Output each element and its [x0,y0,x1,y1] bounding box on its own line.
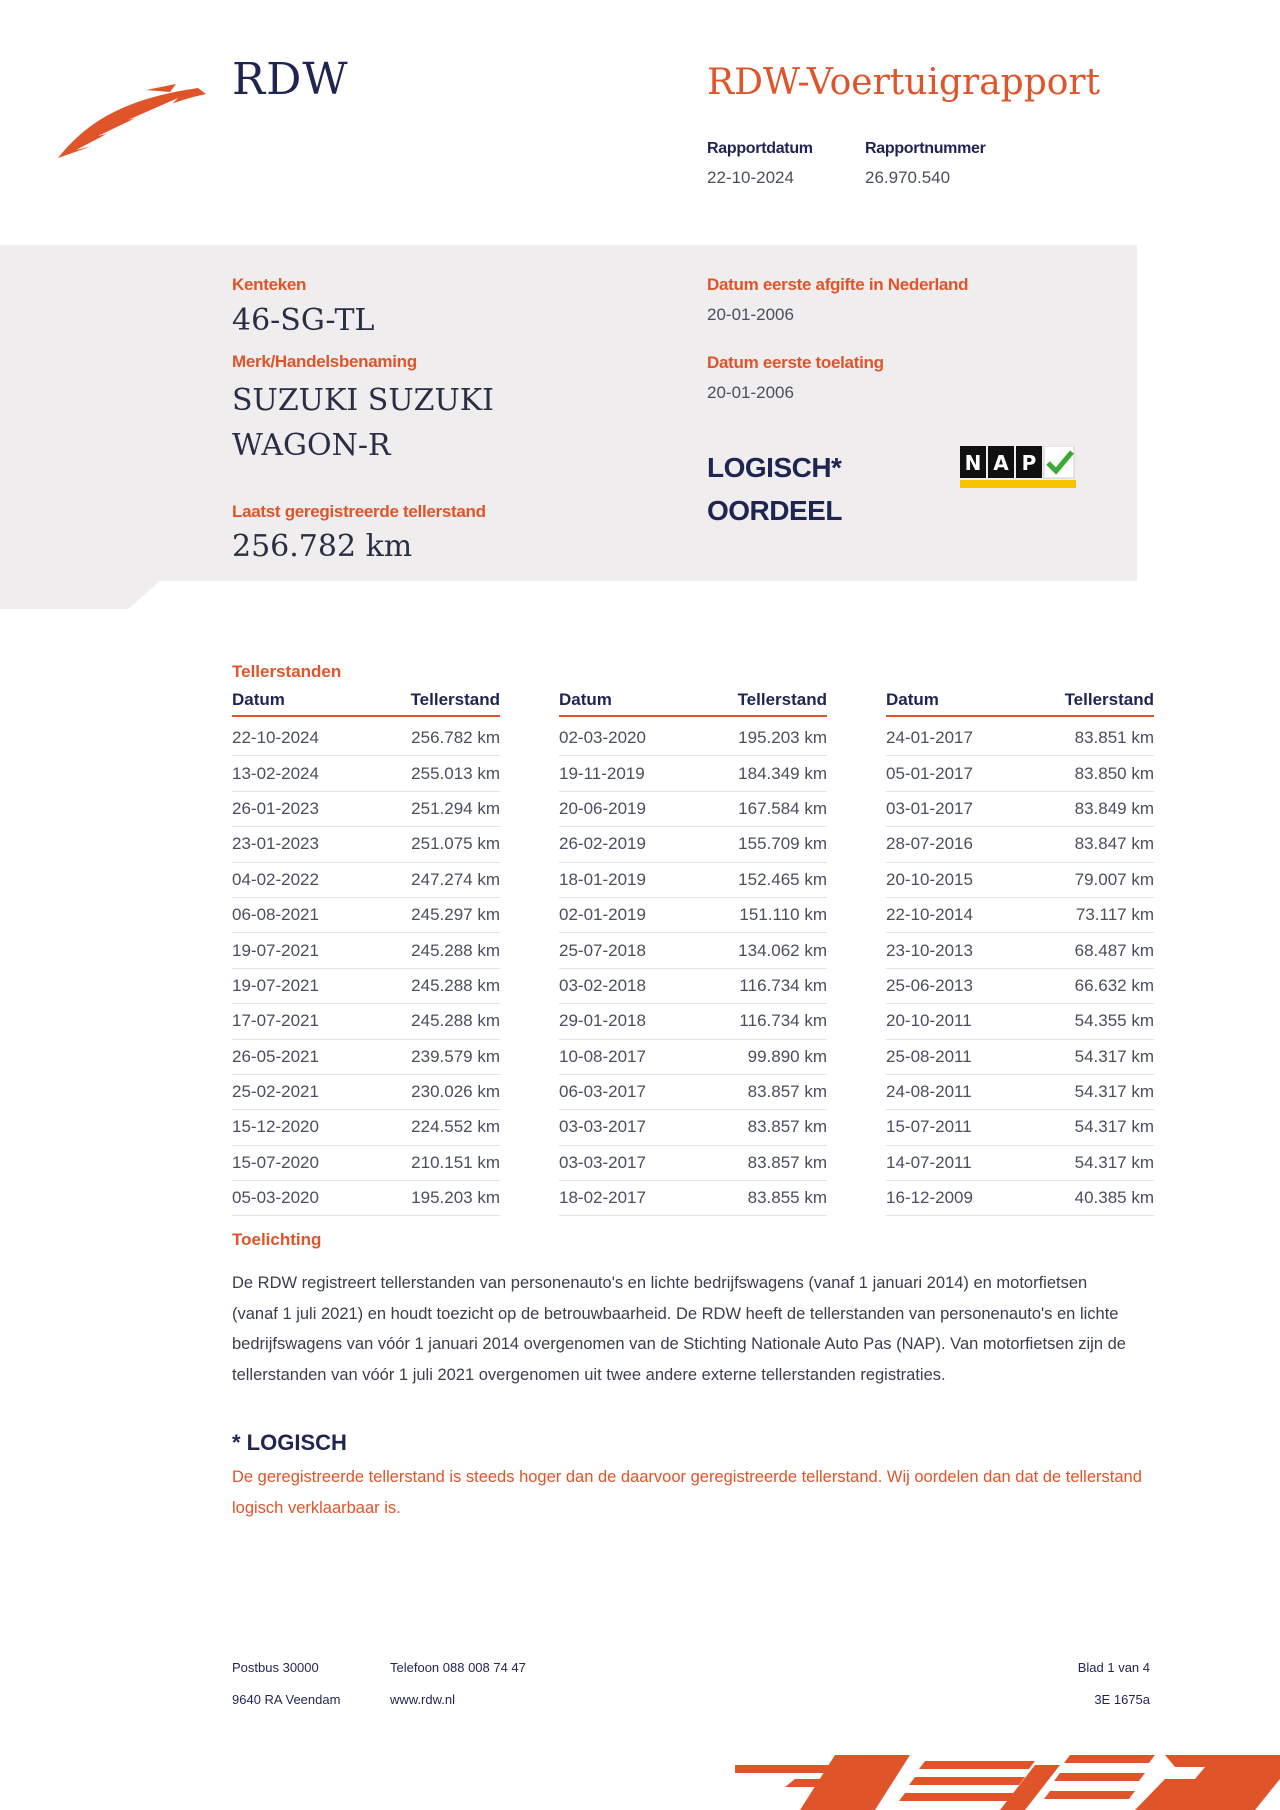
row-reading: 251.294 km [411,798,500,818]
date-header: Datum [559,690,612,709]
report-date-label: Rapportdatum [707,140,813,157]
row-reading: 54.317 km [1074,1082,1154,1102]
row-date: 04-02-2022 [232,869,319,889]
row-reading: 195.203 km [738,728,827,748]
first-issue-nl-label: Datum eerste afgifte in Nederland [707,275,969,294]
row-date: 22-10-2024 [232,728,319,748]
column-header [886,690,1154,717]
report-number-label: Rapportnummer [865,140,986,157]
logisch-text: De geregistreerde tellerstand is steeds hoger dan de daarvoor geregistreerde tellerstand. Wij oordelen dan dat de tellerstand logisch verklaarbaar is. [232,1468,1142,1517]
row-date: 03-03-2017 [559,1117,646,1137]
row-reading: 116.734 km [739,1011,827,1031]
table-row [232,898,500,933]
row-date: 16-12-2009 [886,1188,973,1208]
footer-city: 9640 RA Veendam [232,1692,341,1707]
plate-value: 46-SG-TL [232,303,375,338]
table-row [232,863,500,898]
row-date: 13-02-2024 [232,763,319,783]
row-reading: 68.487 km [1074,940,1154,960]
table-row [232,969,500,1004]
first-issue-nl-value: 20-01-2006 [707,305,794,324]
logo-text: RDW [232,54,349,105]
table-row [886,863,1154,898]
row-date: 20-10-2015 [886,869,973,889]
nap-letter-a: A [993,451,1009,475]
row-date: 29-01-2018 [559,1011,646,1031]
footer-website[interactable]: www.rdw.nl [390,1692,456,1707]
row-reading: 251.075 km [411,834,500,854]
odometer-column-3 [886,690,1154,1216]
odometer-column-2 [559,690,827,1216]
row-reading: 152.465 km [738,869,827,889]
row-reading: 245.288 km [411,975,500,995]
verdict-line2: OORDEEL [707,495,842,526]
table-row [559,1146,827,1181]
nap-letter-p: P [1021,451,1037,475]
table-row [232,1181,500,1216]
table-row [559,1004,827,1039]
row-date: 25-02-2021 [232,1082,319,1102]
rdw-logo-icon [58,80,208,162]
row-reading: 83.857 km [747,1082,827,1102]
table-row [559,792,827,827]
odometer-section-title: Tellerstanden [232,662,342,681]
row-reading: 184.349 km [738,763,827,783]
row-date: 02-03-2020 [559,728,646,748]
footer-po-box: Postbus 30000 [232,1660,319,1675]
row-reading: 255.013 km [411,763,500,783]
row-date: 20-06-2019 [559,798,646,818]
row-date: 17-07-2021 [232,1011,319,1031]
table-row [886,827,1154,862]
row-date: 06-03-2017 [559,1082,646,1102]
date-header: Datum [232,690,285,709]
footer-phone: Telefoon 088 008 74 47 [390,1660,526,1675]
vehicle-info-panel [0,245,1137,581]
table-row [559,1040,827,1075]
row-reading: 155.709 km [738,834,827,854]
row-date: 19-11-2019 [559,763,645,783]
date-header: Datum [886,690,939,709]
first-admission-label: Datum eerste toelating [707,353,884,372]
odometer-column-1 [232,690,500,1216]
row-date: 03-03-2017 [559,1152,646,1172]
row-date: 03-02-2018 [559,975,646,995]
odometer-value: 256.782 km [232,529,413,564]
row-date: 06-08-2021 [232,905,319,925]
row-date: 10-08-2017 [559,1046,646,1066]
table-row [232,1146,500,1181]
table-row [886,1110,1154,1145]
make-line1: SUZUKI SUZUKI [232,383,494,418]
table-row [886,969,1154,1004]
row-reading: 256.782 km [411,728,500,748]
table-row [886,721,1154,756]
row-date: 26-05-2021 [232,1046,319,1066]
row-date: 15-07-2020 [232,1152,319,1172]
row-date: 28-07-2016 [886,834,973,854]
plate-label: Kenteken [232,275,307,294]
table-row [886,1075,1154,1110]
row-reading: 247.274 km [411,869,500,889]
row-date: 18-01-2019 [559,869,646,889]
verdict-line1: LOGISCH* [707,452,842,483]
row-reading: 151.110 km [739,905,827,925]
column-header [232,690,500,717]
report-date: 22-10-2024 [707,168,794,187]
table-row [886,1040,1154,1075]
table-row [886,756,1154,791]
row-reading: 79.007 km [1074,869,1154,889]
row-date: 23-10-2013 [886,940,973,960]
table-row [232,1040,500,1075]
odometer-label: Laatst geregistreerde tellerstand [232,502,486,521]
row-reading: 245.288 km [411,940,500,960]
row-reading: 83.855 km [747,1188,827,1208]
table-row [232,721,500,756]
row-date: 25-08-2011 [886,1046,972,1066]
row-date: 19-07-2021 [232,975,319,995]
row-reading: 54.317 km [1074,1117,1154,1137]
table-row [886,792,1154,827]
row-reading: 224.552 km [411,1117,500,1137]
row-date: 25-07-2018 [559,940,646,960]
table-row [232,1110,500,1145]
row-reading: 245.297 km [411,905,500,925]
table-row [559,863,827,898]
table-row [559,1110,827,1145]
row-date: 18-02-2017 [559,1188,646,1208]
table-row [886,1004,1154,1039]
row-reading: 116.734 km [739,975,827,995]
table-row [559,933,827,968]
row-date: 23-01-2023 [232,834,319,854]
table-row [559,1181,827,1216]
row-date: 19-07-2021 [232,940,319,960]
row-reading: 134.062 km [738,940,827,960]
table-row [559,1075,827,1110]
reading-header: Tellerstand [410,690,500,709]
panel-decoration [0,581,160,609]
row-date: 20-10-2011 [886,1011,972,1031]
first-admission-value: 20-01-2006 [707,383,794,402]
make-label: Merk/Handelsbenaming [232,352,417,371]
row-reading: 210.151 km [411,1152,500,1172]
row-reading: 195.203 km [411,1188,500,1208]
row-reading: 239.579 km [411,1046,500,1066]
footer-page-number: Blad 1 van 4 [1077,1660,1150,1675]
row-date: 15-12-2020 [232,1117,319,1137]
row-reading: 167.584 km [738,798,827,818]
row-date: 05-01-2017 [886,763,973,783]
row-date: 22-10-2014 [886,905,973,925]
table-row [232,1075,500,1110]
table-row [559,827,827,862]
row-date: 14-07-2011 [886,1152,972,1172]
table-row [886,933,1154,968]
row-date: 03-01-2017 [886,798,973,818]
row-date: 24-08-2011 [886,1082,972,1102]
row-reading: 83.851 km [1074,728,1154,748]
row-reading: 83.849 km [1074,798,1154,818]
row-reading: 230.026 km [411,1082,500,1102]
row-reading: 83.857 km [747,1152,827,1172]
report-number: 26.970.540 [865,168,951,187]
row-reading: 40.385 km [1074,1188,1154,1208]
explanation-text: De RDW registreert tellerstanden van personenauto's en lichte bedrijfswagens (vanaf 1 januari 2014) en motorfietsen (vanaf 1 juli 2021) en houdt toezicht op de betrouwbaarheid. De RDW heeft de tellerstanden van personenauto's en lichte bedrijfswagens van vóór 1 januari 2014 overgenomen van de Stichting Nationale Auto Pas (NAP). Van motorfietsen zijn de tellerstanden van vóór 1 juli 2021 overgenomen uit twee andere externe tellerstanden registraties. [232,1274,1126,1384]
row-reading: 54.355 km [1074,1011,1154,1031]
reading-header: Tellerstand [737,690,827,709]
row-reading: 54.317 km [1074,1046,1154,1066]
row-reading: 83.850 km [1074,763,1154,783]
nap-letter-n: N [964,451,982,475]
row-reading: 54.317 km [1074,1152,1154,1172]
row-date: 05-03-2020 [232,1188,319,1208]
logisch-title: * LOGISCH [232,1430,347,1455]
table-row [232,933,500,968]
row-date: 26-01-2023 [232,798,319,818]
table-row [559,969,827,1004]
row-reading: 83.857 km [747,1117,827,1137]
nap-check-icon [960,446,1076,488]
table-row [232,756,500,791]
table-row [232,827,500,862]
row-date: 26-02-2019 [559,834,646,854]
table-row [559,756,827,791]
row-reading: 99.890 km [747,1046,827,1066]
row-date: 24-01-2017 [886,728,973,748]
reading-header: Tellerstand [1064,690,1154,709]
table-row [886,1146,1154,1181]
row-date: 02-01-2019 [559,905,646,925]
explanation-title: Toelichting [232,1230,322,1249]
table-row [559,898,827,933]
row-reading: 66.632 km [1074,975,1154,995]
table-row [886,1181,1154,1216]
make-line2: WAGON-R [232,428,391,463]
column-header [559,690,827,717]
row-reading: 245.288 km [411,1011,500,1031]
row-date: 15-07-2011 [886,1117,972,1137]
footer-decoration-icon [735,1755,1280,1810]
row-reading: 73.117 km [1075,905,1154,925]
footer-code: 3E 1675a [1094,1692,1150,1707]
table-row [232,792,500,827]
table-row [559,721,827,756]
row-reading: 83.847 km [1074,834,1154,854]
table-row [886,898,1154,933]
report-title: RDW-Voertuigrapport [707,62,1101,103]
row-date: 25-06-2013 [886,975,973,995]
table-row [232,1004,500,1039]
